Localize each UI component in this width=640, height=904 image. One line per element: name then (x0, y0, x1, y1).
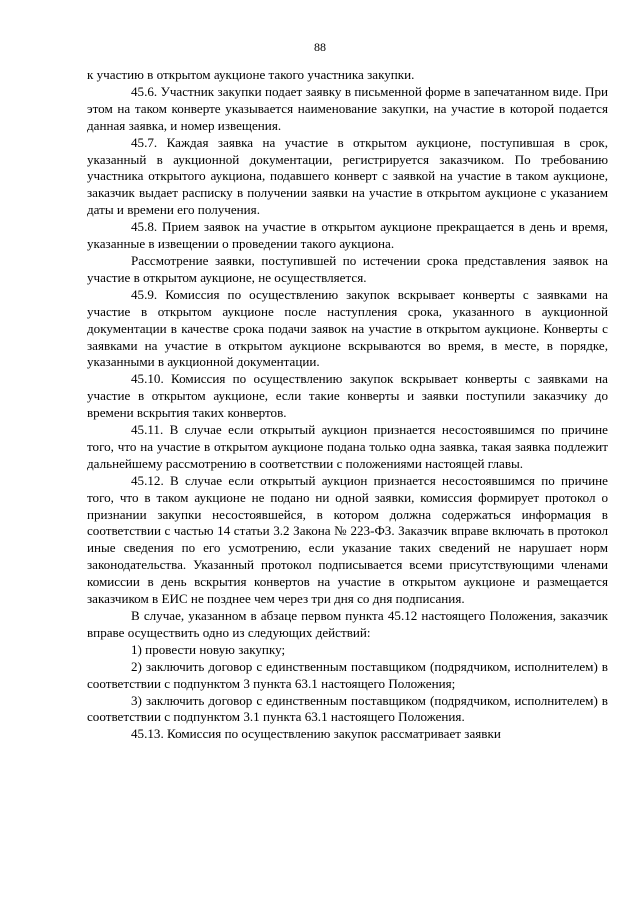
paragraph-45-8: 45.8. Прием заявок на участие в открытом аукционе прекращается в день и время, указанные в извещении о проведении такого аукциона. (87, 219, 608, 252)
paragraph-45-7: 45.7. Каждая заявка на участие в открытом аукционе, поступившая в срок, указанный в аукционной документации, регистрируется заказчиком. По требованию участника открытого аукциона, подавшего конверт с заявкой на участие в таком аукционе, заказчик выдает расписку в получении заявки на участие в открытом аукционе с указанием даты и времени его получения. (87, 134, 608, 218)
paragraph-45-10: 45.10. Комиссия по осуществлению закупок вскрывает конверты с заявками на участие в открытом аукционе, если такие конверты и заявки поступили заказчику до времени вскрытия таких конвертов. (87, 371, 608, 421)
paragraph-45-12: 45.12. В случае если открытый аукцион признается несостоявшимся по причине того, что в таком аукционе не подано ни одной заявки, комиссия формирует протокол о признании закупки несостоявшейся, в котором должна содержаться информация в соответствии с частью 14 статьи 3.2 Закона № 223-ФЗ. Заказчик вправе включать в протокол иные сведения по его усмотрению, если указание таких сведений не нарушает норм законодательства. Указанный протокол подписывается всеми присутствующими членами комиссии в день вскрытия конвертов на участие в открытом аукционе и размещается заказчиком в ЕИС не позднее чем через три дня со дня подписания. (87, 472, 608, 607)
list-item-3: 3) заключить договор с единственным поставщиком (подрядчиком, исполнителем) в соответствии с подпунктом 3.1 пункта 63.1 настоящего Положения. (87, 692, 608, 725)
document-body (87, 67, 608, 743)
paragraph-continuation: к участию в открытом аукционе такого участника закупки. (87, 67, 415, 82)
paragraph-45-9: 45.9. Комиссия по осуществлению закупок вскрывает конверты с заявками на участие в открытом аукционе после наступления срока, указанного в аукционной документации в качестве срока подачи заявок на участие в открытом аукционе. Конверты с заявками на участие в открытом аукционе вскрываются во время, в месте, в порядке, указанными в аукционной документации. (87, 286, 608, 370)
paragraph-45-13: 45.13. Комиссия по осуществлению закупок рассматривает заявки (131, 726, 501, 742)
paragraph-late-applications: Рассмотрение заявки, поступившей по истечении срока представления заявок на участие в открытом аукционе, не осуществляется. (87, 252, 608, 285)
paragraph-45-11: 45.11. В случае если открытый аукцион признается несостоявшимся по причине того, что на участие в открытом аукционе подана только одна заявка, такая заявка подлежит дальнейшему рассмотрению в соответствии с положениями настоящей главы. (87, 422, 608, 471)
page-number: 88 (314, 40, 326, 54)
paragraph-customer-actions: В случае, указанном в абзаце первом пункта 45.12 настоящего Положения, заказчик вправе осуществить одно из следующих действий: (87, 608, 608, 640)
paragraph-45-6: 45.6. Участник закупки подает заявку в письменной форме в запечатанном виде. При этом на таком конверте указывается наименование закупки, на участие в которой подается данная заявка, и номер извещения. (87, 83, 608, 133)
list-item-1: 1) провести новую закупку; (131, 641, 286, 657)
list-item-2: 2) заключить договор с единственным поставщиком (подрядчиком, исполнителем) в соответствии с подпунктом 3 пункта 63.1 настоящего Положения; (87, 658, 608, 691)
